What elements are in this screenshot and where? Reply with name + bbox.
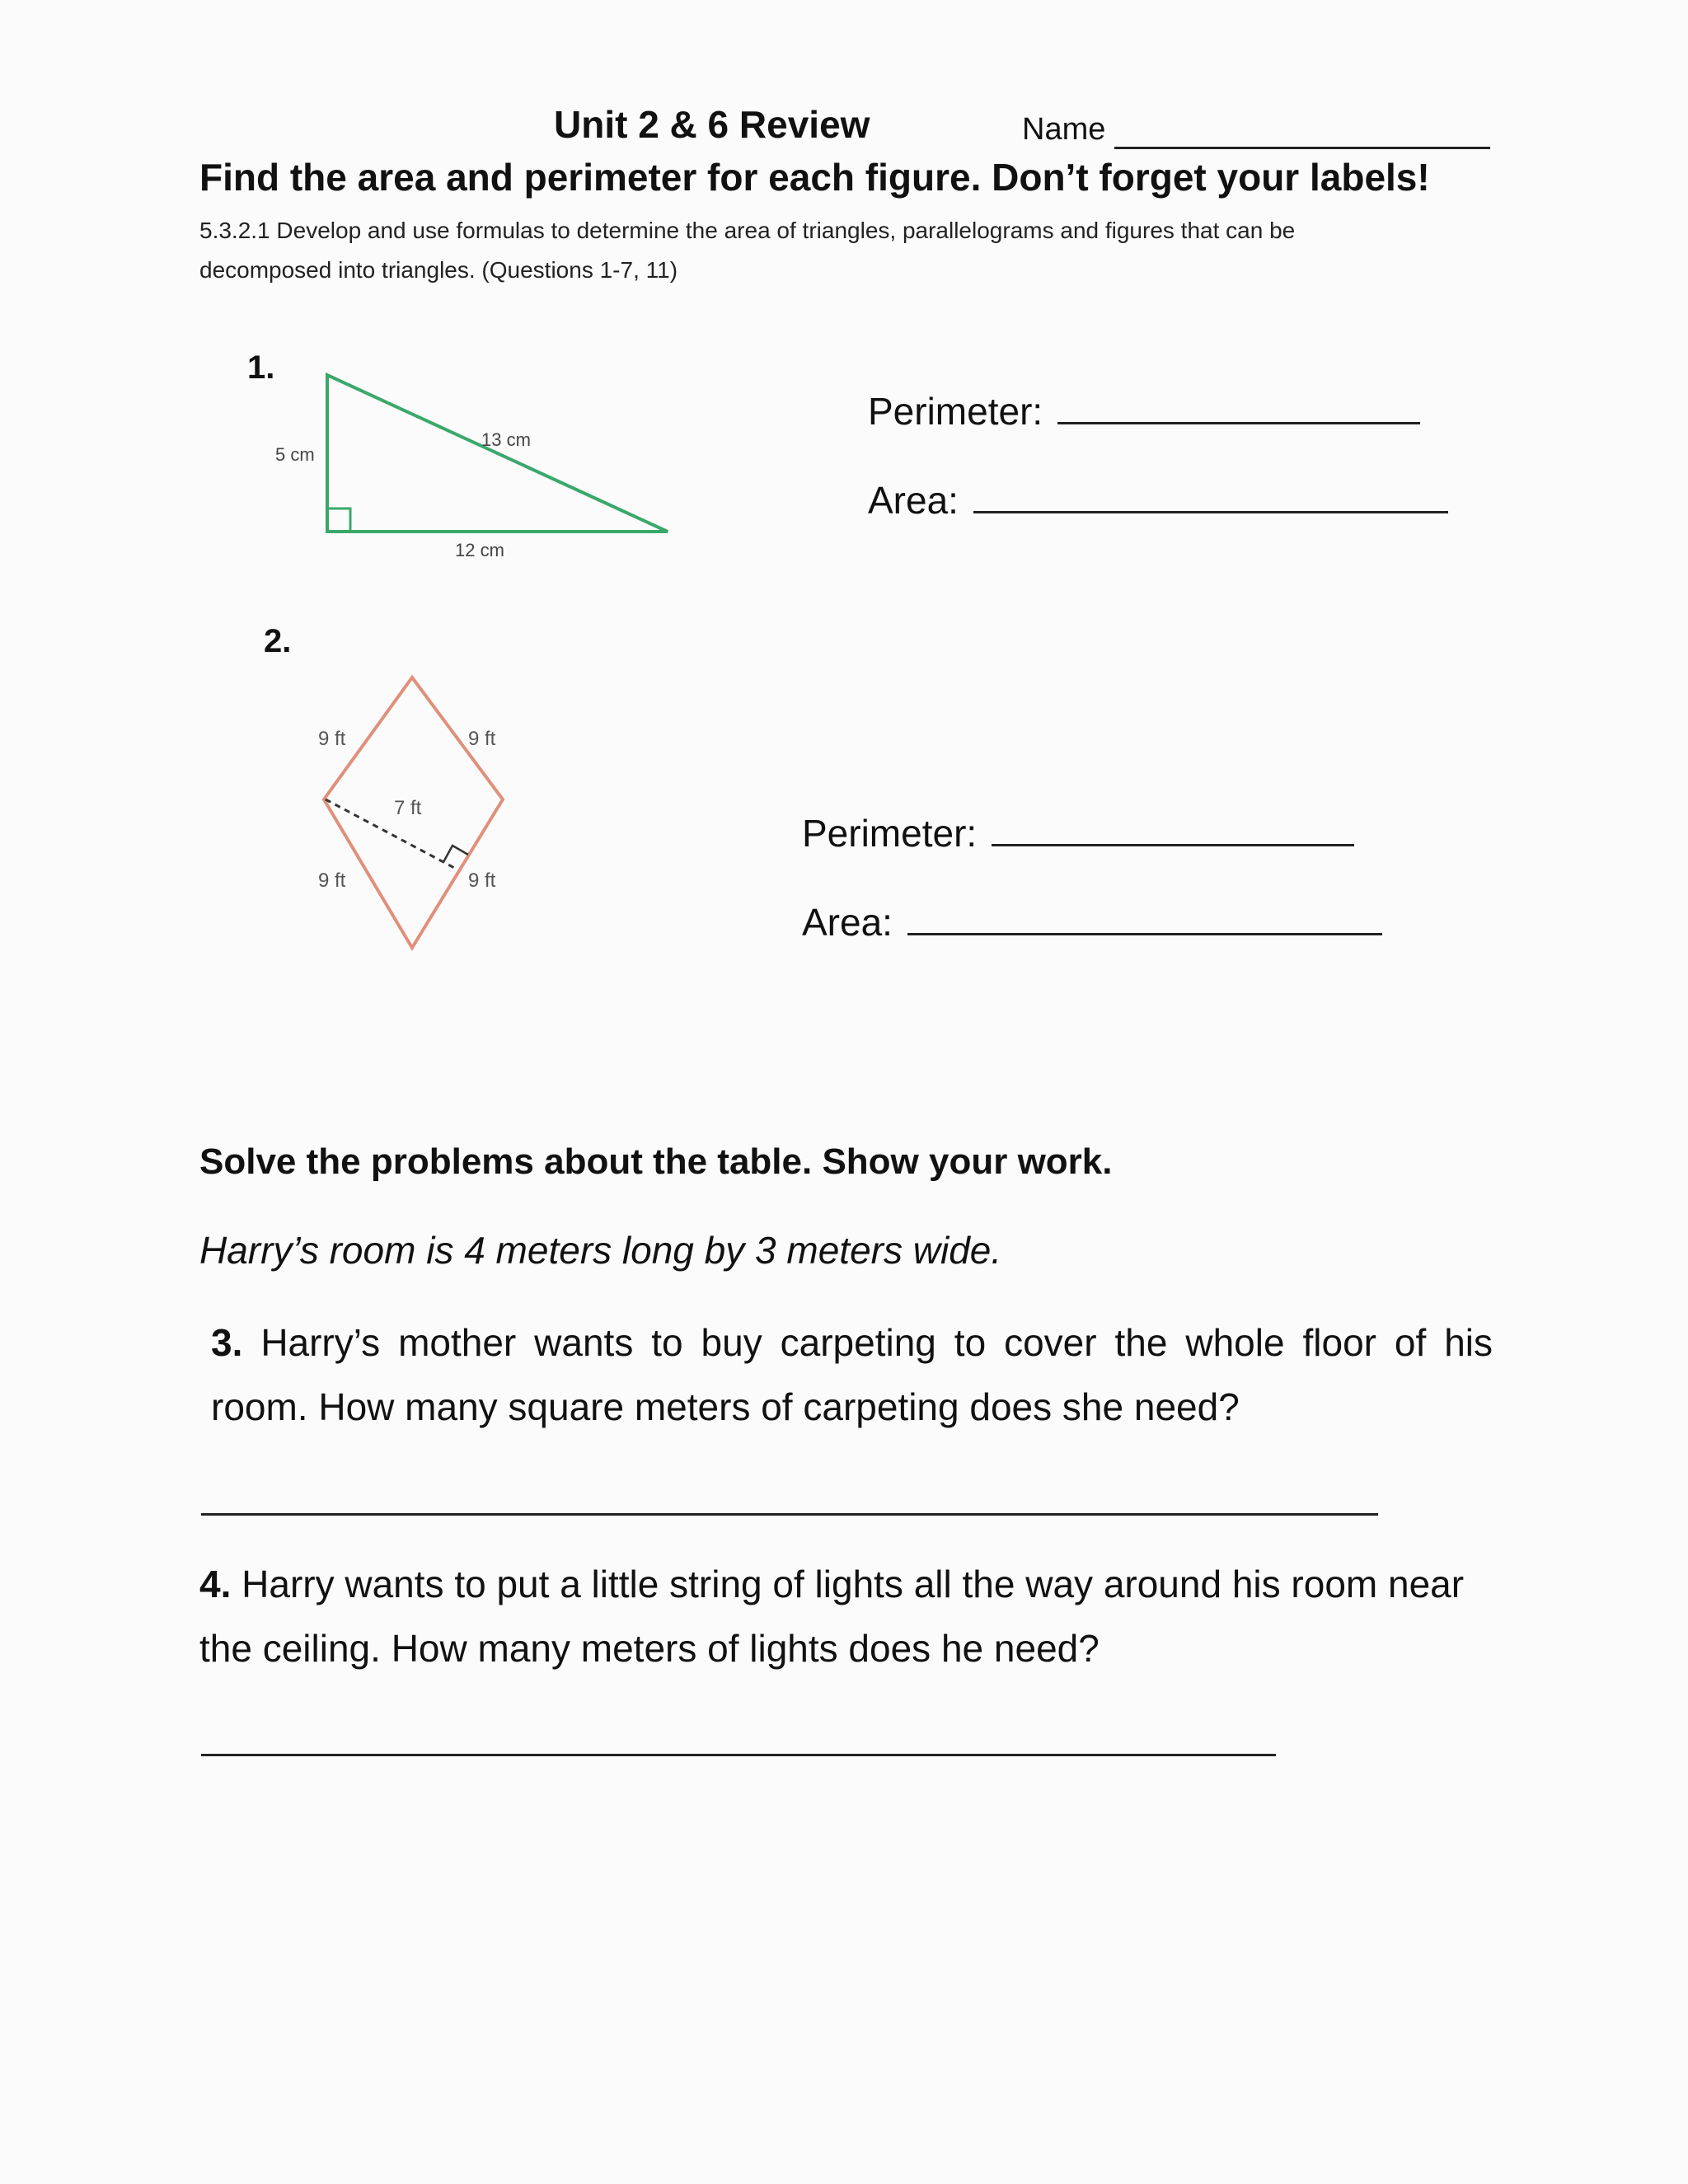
problem-4-question: Harry wants to put a little string of lights all the way around his room near the ceiling. How many meters of lights does he need?: [199, 1563, 1465, 1670]
label-top-right: 9 ft: [468, 728, 496, 750]
problem-3-number: 3.: [211, 1321, 243, 1364]
name-answer-line[interactable]: [1114, 147, 1490, 149]
perimeter-label: Perimeter:: [868, 390, 1043, 433]
problem-1-perimeter: [868, 389, 1420, 434]
context-sentence: Harry’s room is 4 meters long by 3 meters wide.: [199, 1229, 1002, 1272]
label-height: 7 ft: [394, 797, 422, 819]
right-triangle-figure: [264, 363, 692, 569]
instructions-heading: Find the area and perimeter for each figure. Don’t forget your labels!: [199, 156, 1430, 199]
label-bottom-left: 9 ft: [318, 869, 346, 892]
standard-line-2: decomposed into triangles. (Questions 1-7, 11): [199, 257, 678, 283]
page-title: Unit 2 & 6 Review: [554, 103, 870, 146]
problem-4-text: [199, 1552, 1498, 1680]
label-top-left: 9 ft: [318, 728, 346, 750]
label-bottom-right: 9 ft: [468, 869, 496, 892]
problem-4-number: 4.: [199, 1563, 232, 1605]
rhombus-figure: [288, 668, 552, 956]
problem-3-text: [211, 1310, 1493, 1439]
perimeter-label: Perimeter:: [802, 812, 978, 855]
problem-2-perimeter: [802, 811, 1354, 855]
standard-line-1: 5.3.2.1 Develop and use formulas to determine the area of triangles, parallelograms and figures that can be: [199, 218, 1296, 243]
area-label: Area:: [868, 479, 959, 522]
problem-2-number: 2.: [264, 623, 292, 659]
problem-3-answer-line[interactable]: [201, 1513, 1378, 1516]
problem-4-answer-line[interactable]: [201, 1754, 1276, 1756]
name-label: Name: [1022, 112, 1106, 147]
problem-1-number: 1.: [247, 349, 275, 386]
area-answer-line[interactable]: [907, 900, 1382, 935]
area-answer-line[interactable]: [973, 478, 1448, 513]
label-12cm: 12 cm: [455, 540, 504, 560]
area-label: Area:: [802, 901, 893, 944]
section-2-heading: Solve the problems about the table. Show your work.: [199, 1141, 1113, 1182]
label-5cm: 5 cm: [275, 444, 315, 465]
label-13cm: 13 cm: [481, 429, 531, 450]
problem-2-area: [802, 900, 1382, 944]
right-angle-marker: [327, 509, 350, 532]
perimeter-answer-line[interactable]: [992, 811, 1354, 846]
triangle-shape: [327, 375, 668, 532]
problem-1-area: [868, 478, 1448, 523]
problem-3-question: Harry’s mother wants to buy carpeting to cover the whole floor of his room. How many square meters of carpeting does she need?: [211, 1321, 1493, 1428]
perimeter-answer-line[interactable]: [1057, 389, 1420, 424]
